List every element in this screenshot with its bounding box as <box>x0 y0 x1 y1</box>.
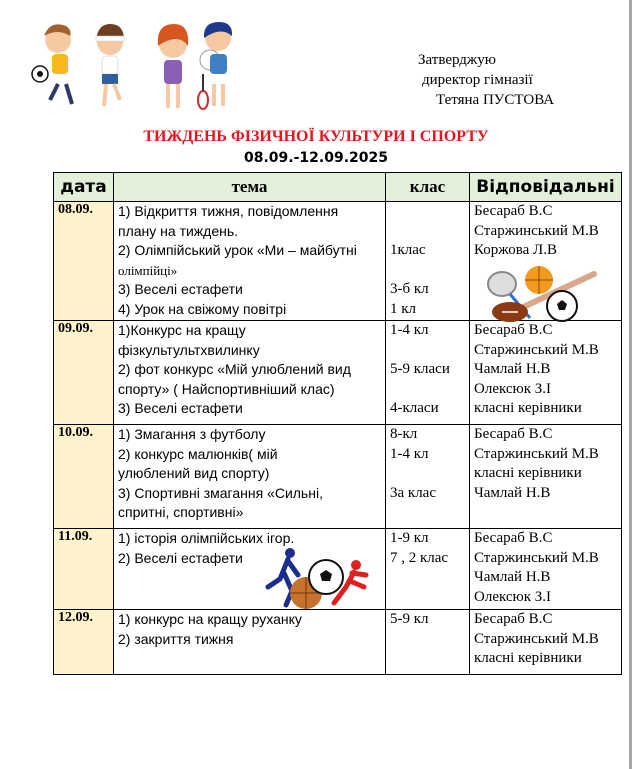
approval-block <box>418 50 554 110</box>
responsible-line: Бесараб В.С <box>474 426 553 442</box>
row-date: 10.09. <box>54 425 114 529</box>
class-line: 3-б кл <box>390 281 429 297</box>
topic-line: 1) Відкриття тижня, повідомлення <box>118 203 339 219</box>
athletes-balls-illustration <box>262 547 372 609</box>
row-responsible <box>470 529 622 610</box>
row-date: 11.09. <box>54 529 114 610</box>
class-line: 1-4 кл <box>390 445 429 462</box>
row-class <box>386 321 470 425</box>
responsible-line: Бесараб В.С <box>474 611 553 627</box>
class-line: 4-класи <box>390 400 439 416</box>
row-topic <box>114 425 386 529</box>
topic-line: 1) історія олімпійських ігор. <box>118 530 295 546</box>
row-responsible <box>470 425 622 529</box>
class-line <box>390 202 465 222</box>
class-line: 3а клас <box>390 484 436 501</box>
class-line: 1 кл <box>390 300 417 317</box>
class-line: 5-9 класи <box>390 361 450 377</box>
class-line: 5-9 кл <box>390 611 429 627</box>
responsible-line: Чамлай Н.В <box>474 361 551 377</box>
class-line: 1-4 кл <box>390 322 429 338</box>
class-line: 1клас <box>390 242 426 258</box>
topic-line: 3) Веселі естафети <box>118 281 243 297</box>
row-topic <box>114 529 386 610</box>
responsible-line: Старжинський М.В <box>474 341 599 358</box>
topic-line: спорту» ( Найспортивніший клас) <box>118 380 335 397</box>
row-date: 12.09. <box>54 610 114 675</box>
header-responsible: Відповідальні <box>470 173 622 202</box>
header-topic: тема <box>114 173 386 202</box>
responsible-line: Старжинський М.В <box>474 549 599 566</box>
responsible-line: класні керівники <box>474 650 582 666</box>
responsible-line: Старжинський М.В <box>474 222 599 239</box>
class-line: 1-9 кл <box>390 530 429 546</box>
row-date: 08.09. <box>54 202 114 321</box>
row-class <box>386 610 470 675</box>
row-responsible <box>470 321 622 425</box>
responsible-line: класні керівники <box>474 465 582 481</box>
class-line: 8-кл <box>390 426 418 442</box>
table-row <box>54 425 622 529</box>
table-row <box>54 202 622 321</box>
responsible-line: Старжинський М.В <box>474 445 599 462</box>
row-responsible <box>470 610 622 675</box>
class-line <box>390 261 465 281</box>
topic-line: 2) Веселі естафети <box>118 549 243 566</box>
responsible-line: Бесараб В.С <box>474 322 553 338</box>
topic-line: спритні, спортивні» <box>118 504 244 520</box>
responsible-line: Бесараб В.С <box>474 203 553 219</box>
table-row <box>54 321 622 425</box>
table-header-row <box>54 173 622 202</box>
schedule-table <box>53 172 622 675</box>
topic-line: 1) конкурс на кращу руханку <box>118 611 302 627</box>
kid-tennis-illustration <box>193 12 243 112</box>
row-class <box>386 202 470 321</box>
approval-line-position: директор гімназії <box>422 72 533 88</box>
document-period: 08.09.-12.09.2025 <box>244 150 388 166</box>
responsible-line: Чамлай Н.В <box>474 484 551 501</box>
topic-line: 3) Спортивні змагання «Сильні, <box>118 484 323 501</box>
class-line <box>390 380 465 400</box>
approval-line-approve: Затверджую <box>418 52 496 68</box>
responsible-line: Старжинський М.В <box>474 630 599 647</box>
row-date: 09.09. <box>54 321 114 425</box>
row-topic <box>114 610 386 675</box>
responsible-line: Чамлай Н.В <box>474 569 551 585</box>
row-class <box>386 425 470 529</box>
responsible-line: Коржова Л.В <box>474 242 557 258</box>
topic-line: фізкультультхвилинку <box>118 341 260 358</box>
responsible-line: Олексюк З.І <box>474 380 552 397</box>
class-line <box>390 222 465 242</box>
kid-runner-icon <box>96 24 124 106</box>
row-topic <box>114 321 386 425</box>
row-responsible <box>470 202 622 321</box>
topic-line: 4) Урок на свіжому повітрі <box>118 300 287 317</box>
topic-line: 2) фот конкурс «Мій улюблений вид <box>118 361 351 377</box>
kid-football-icon <box>32 24 72 104</box>
responsible-line: Бесараб В.С <box>474 530 553 546</box>
class-line <box>390 464 465 484</box>
topic-line: 1) Змагання з футболу <box>118 426 266 442</box>
table-row <box>54 529 622 610</box>
table-row <box>54 610 622 675</box>
topic-line: улюблений вид спорту) <box>118 465 270 481</box>
header-class: клас <box>386 173 470 202</box>
sports-balls-illustration <box>484 266 599 324</box>
topic-line: 2) закриття тижня <box>118 630 234 647</box>
class-line <box>390 341 465 361</box>
topic-line: 2) конкурс малюнків( мій <box>118 445 278 462</box>
approval-line-name: Тетяна ПУСТОВА <box>436 92 555 108</box>
header-date: дата <box>54 173 114 202</box>
topic-line: плану на тиждень. <box>118 222 239 239</box>
row-class <box>386 529 470 610</box>
responsible-line: класні керівники <box>474 400 582 416</box>
class-line: 7 , 2 клас <box>390 549 449 566</box>
row-topic <box>114 202 386 321</box>
topic-line: 3) Веселі естафети <box>118 400 243 416</box>
topic-line: 1)Конкурс на кращу <box>118 322 246 338</box>
responsible-line: Олексюк З.І <box>474 588 552 605</box>
topic-line: олімпійці» <box>118 262 178 278</box>
topic-line: 2) Олімпійський урок «Ми – майбутні <box>118 242 357 258</box>
document-title: ТИЖДЕНЬ ФІЗИЧНОЇ КУЛЬТУРИ І СПОРТУ <box>143 128 489 145</box>
